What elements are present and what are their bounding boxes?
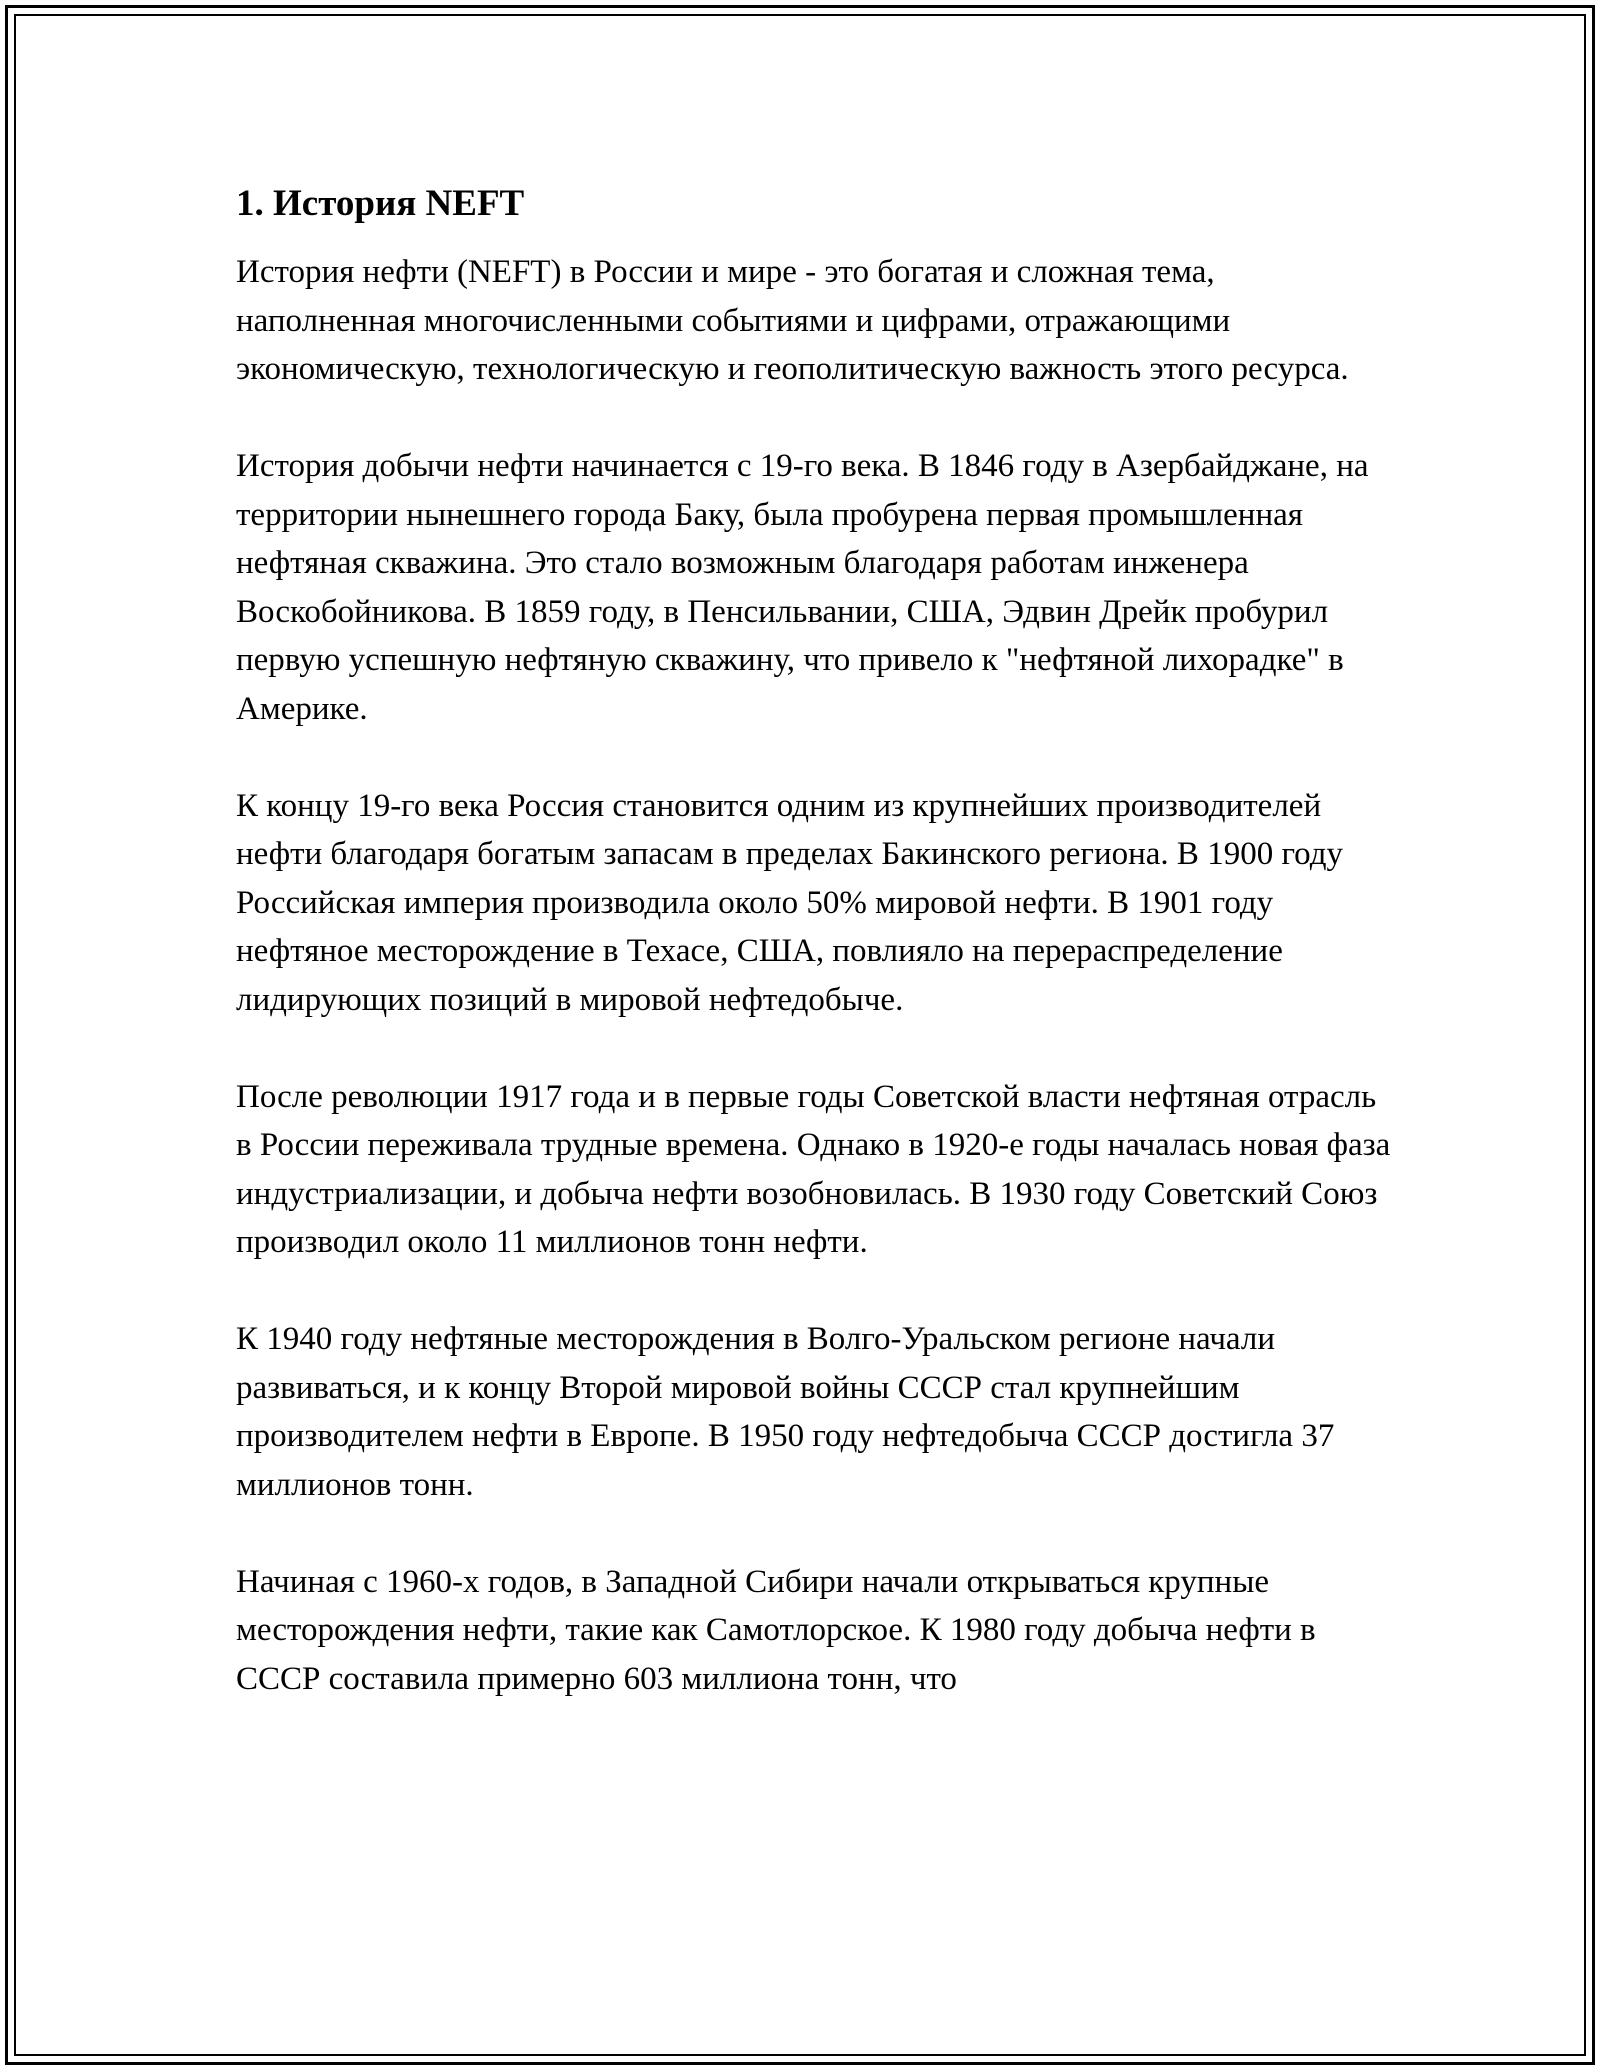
document-body bbox=[236, 180, 1396, 1752]
paragraph-1940s: К 1940 году нефтяные месторождения в Волго-Уральском регионе начали развиваться, и к концу Второй мировой войны СССР стал крупнейшим производителем нефти в Европе. В 1950 году нефтедобыча СССР достигла 37 миллионов тонн. bbox=[236, 1321, 1335, 1503]
paragraph-revolution: После революции 1917 года и в первые годы Советской власти нефтяная отрасль в России переживала трудные времена. Однако в 1920-е годы началась новая фаза индустриализации, и добыча нефти возобновилась. В 1930 году Советский Союз производил около 11 миллионов тонн нефти. bbox=[236, 1078, 1391, 1260]
paragraph-intro: История нефти (NEFT) в России и мире - это богатая и сложная тема, наполненная многочисленными событиями и цифрами, отражающими экономическую, технологическую и геополитическую важность этого ресурса. bbox=[236, 254, 1349, 387]
paragraph-end-19th-century: К концу 19-го века Россия становится одним из крупнейших производителей нефти благодаря богатым запасам в пределах Бакинского региона. В 1900 году Российская империя производила около 50% мировой нефти. В 1901 году нефтяное месторождение в Техасе, США, повлияло на перераспределение лидирующих позиций в мировой нефтедобыче. bbox=[236, 787, 1343, 1018]
section-heading: 1. История NEFT bbox=[236, 183, 525, 224]
paragraph-1960s: Начиная с 1960-х годов, в Западной Сибири начали открываться крупные месторождения нефти, такие как Самотлорское. К 1980 году добыча нефти в СССР составила примерно 603 миллиона тонн, что bbox=[236, 1563, 1316, 1697]
paragraph-19th-century: История добычи нефти начинается с 19-го века. В 1846 году в Азербайджане, на территории нынешнего города Баку, была пробурена первая промышленная нефтяная скважина. Это стало возможным благодаря работам инженера Воскобойникова. В 1859 году, в Пенсильвании, США, Эдвин Дрейк пробурил первую успешную нефтяную скважину, что привело к "нефтяной лихорадке" в Америке. bbox=[236, 448, 1369, 727]
